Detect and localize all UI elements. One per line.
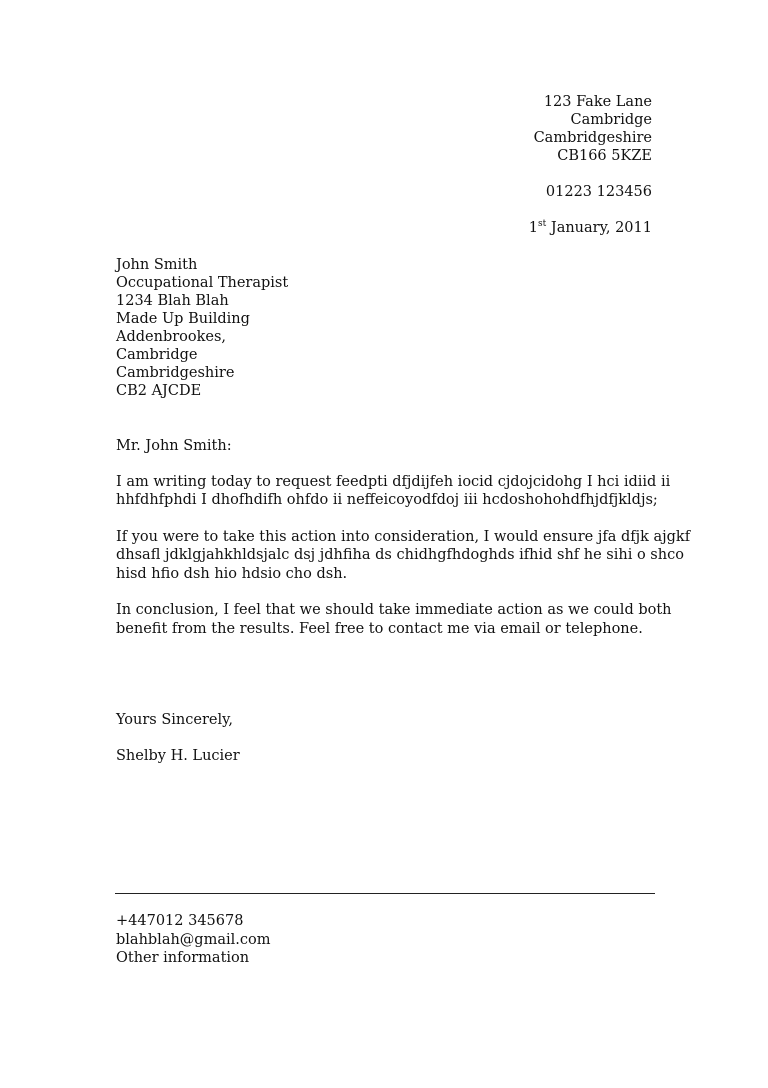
recipient-address-line: 1234 Blah Blah (116, 293, 229, 309)
date-day: 1 (528, 220, 539, 236)
date-suffix: st (538, 219, 547, 229)
recipient-address-line: Made Up Building (116, 311, 250, 327)
sender-street: 123 Fake Lane (543, 94, 652, 110)
letter-date (529, 219, 652, 237)
recipient-address-line: Addenbrookes, (116, 329, 227, 345)
sender-county: Cambridgeshire (533, 130, 652, 146)
body-paragraph-2-line: dhsafl jdklgjahkhldsjalc dsj jdhfiha ds chidhgfhdoghds ifhid shf he sihi o shco (116, 547, 684, 563)
body-paragraph-2-line: hisd hfio dsh hio hdsio cho dsh. (116, 566, 348, 582)
recipient-address-line: Cambridge (116, 347, 198, 363)
recipient-address-line: Cambridgeshire (116, 365, 235, 381)
body-paragraph-2-line: If you were to take this action into consideration, I would ensure jfa dfjk ajgkf (116, 529, 691, 545)
date-rest: January, 2011 (546, 220, 652, 236)
recipient-title: Occupational Therapist (116, 275, 289, 291)
footer-divider (115, 893, 655, 894)
footer-phone: +447012 345678 (116, 913, 244, 929)
sender-postcode: CB166 5KZE (557, 148, 652, 164)
recipient-postcode: CB2 AJCDE (116, 383, 202, 399)
signature-name: Shelby H. Lucier (116, 748, 240, 764)
sender-phone: 01223 123456 (545, 184, 652, 200)
body-paragraph-3-line: In conclusion, I feel that we should take immediate action as we could both (116, 602, 672, 618)
body-paragraph-1-line: I am writing today to request feedpti dfjdijfeh iocid cjdojcidohg I hci idiid ii (116, 474, 671, 490)
body-paragraph-1-line: hhfdhfphdi I dhofhdifh ohfdo ii neffeicoyodfdoj iii hcdoshohohdfhjdfjkldjs; (116, 492, 658, 508)
footer-other-info: Other information (116, 950, 250, 966)
sender-city: Cambridge (570, 112, 652, 128)
salutation: Mr. John Smith: (116, 438, 232, 454)
body-paragraph-3-line: benefit from the results. Feel free to contact me via email or telephone. (116, 621, 643, 637)
footer-email: blahblah@gmail.com (116, 932, 271, 948)
closing: Yours Sincerely, (116, 712, 233, 728)
recipient-name: John Smith (116, 257, 198, 273)
